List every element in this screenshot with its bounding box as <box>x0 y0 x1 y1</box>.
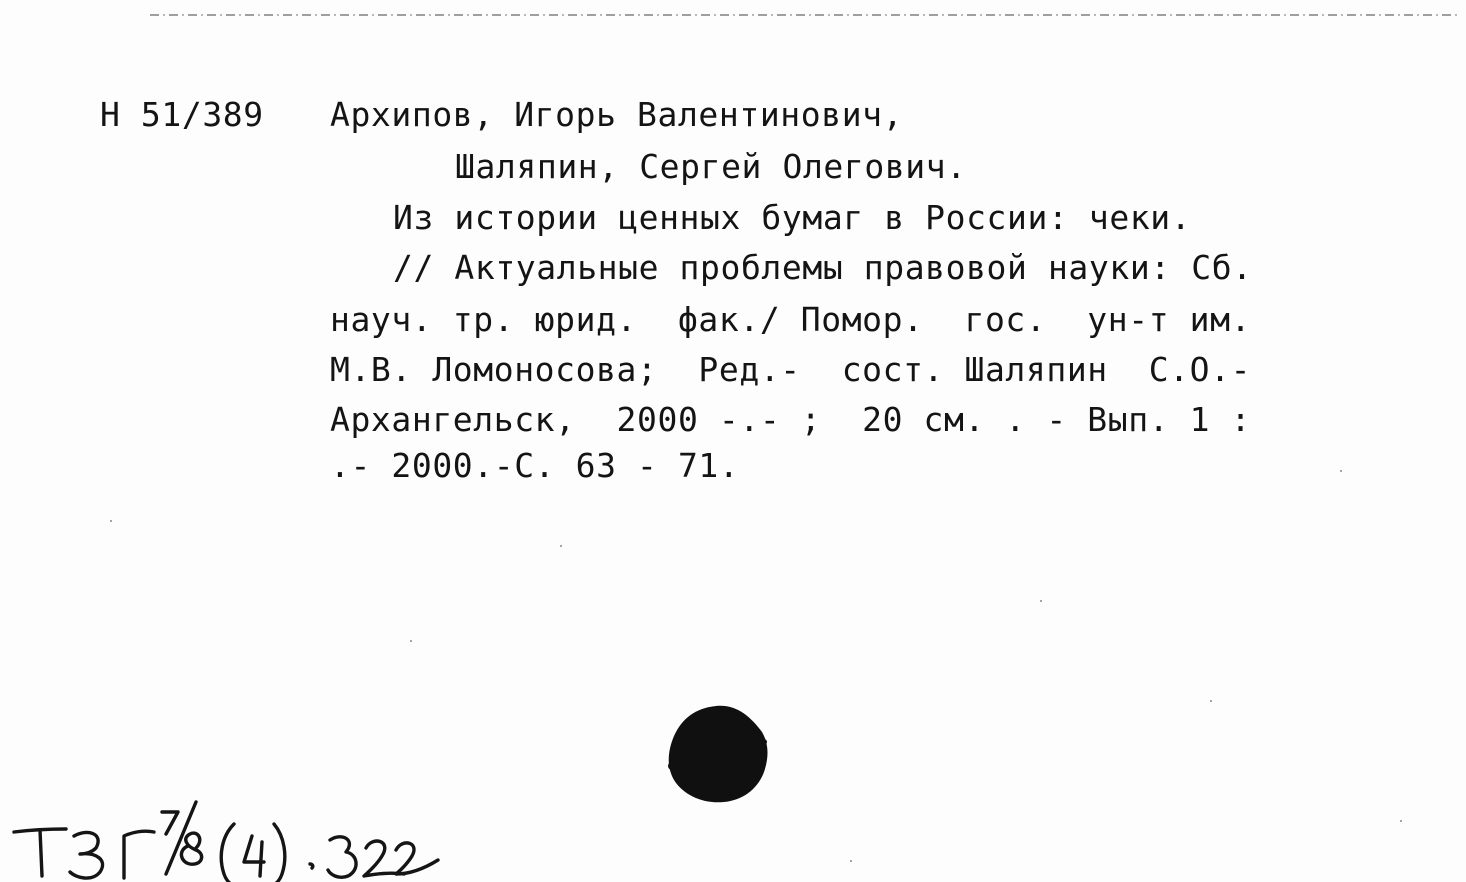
handwritten-classmark <box>12 790 442 882</box>
source-line-5: .- 2000.-С. 63 - 71. <box>330 446 740 485</box>
source-line-4: Архангельск, 2000 -.- ; 20 см. . - Вып. 1 : <box>330 400 1252 439</box>
title-line: Из истории ценных бумаг в России: чеки. <box>393 198 1192 237</box>
ink-blot <box>666 702 770 804</box>
shelfmark: Н 51/389 <box>100 95 264 134</box>
paper-speck <box>1340 470 1342 472</box>
paper-speck <box>110 520 112 522</box>
top-dotted-line <box>150 14 1460 16</box>
source-line-1: // Актуальные проблемы правовой науки: Сб. <box>393 248 1253 287</box>
author-line-2: Шаляпин, Сергей Олегович. <box>455 147 967 186</box>
author-line-1: Архипов, Игорь Валентинович, <box>330 95 904 134</box>
paper-speck <box>1210 700 1212 702</box>
paper-speck <box>1400 820 1402 822</box>
paper-speck <box>560 545 562 547</box>
source-line-2: науч. тр. юрид. фак./ Помор. гос. ун-т им. <box>330 300 1252 339</box>
source-line-3: М.В. Ломоносова; Ред.- сост. Шаляпин С.О.- <box>330 350 1252 389</box>
paper-speck <box>410 640 412 642</box>
paper-speck <box>850 860 852 862</box>
paper-speck <box>1040 600 1042 602</box>
